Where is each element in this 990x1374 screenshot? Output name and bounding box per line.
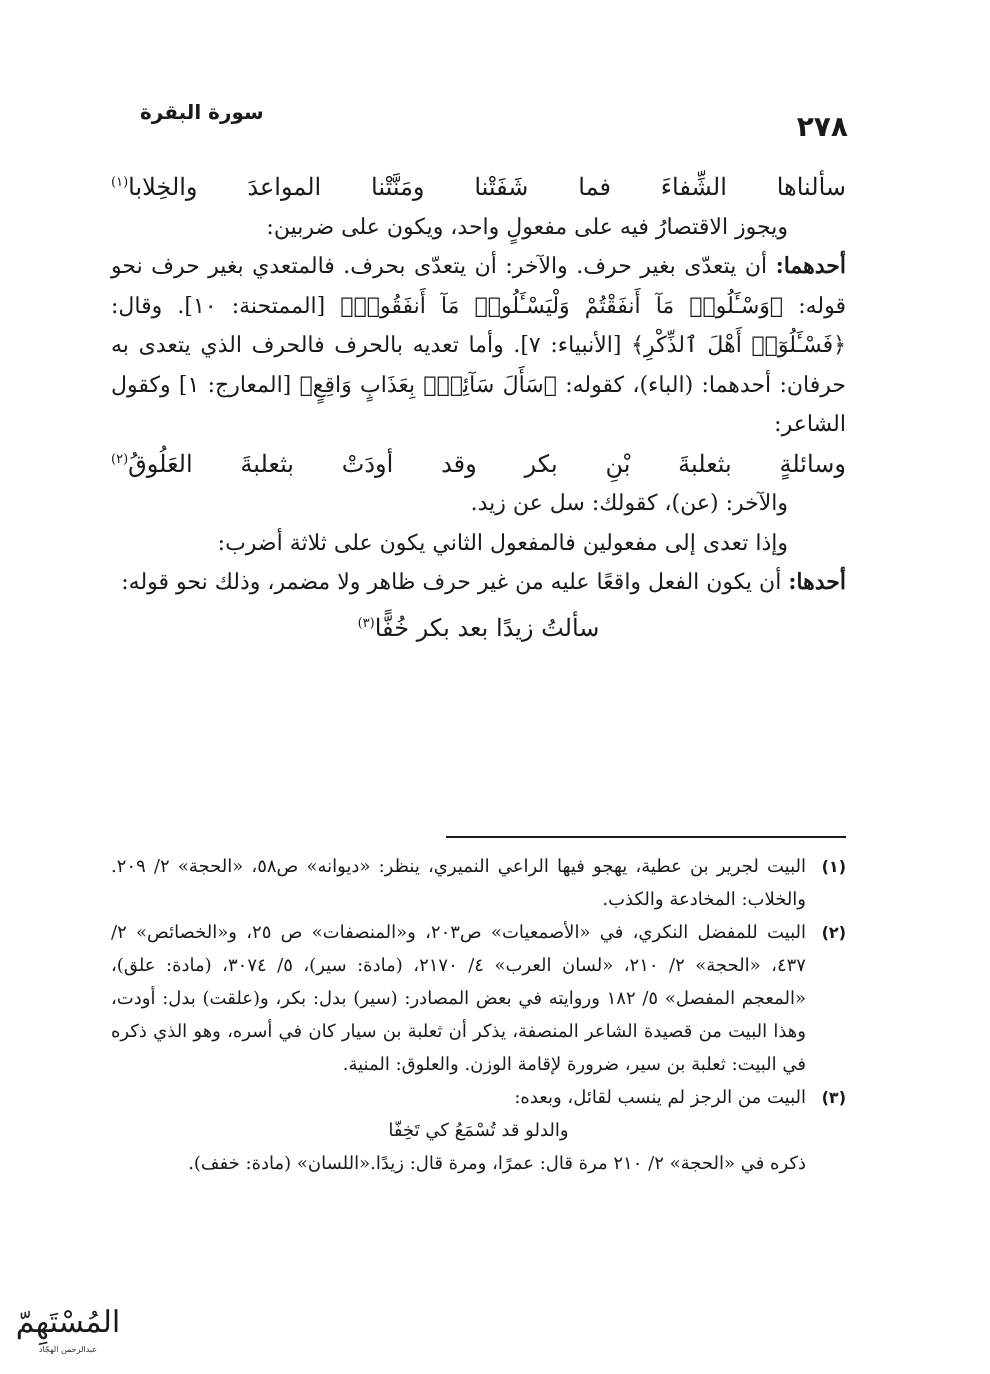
footnote-3	[111, 1081, 846, 1114]
footnote-text: البيت لجرير بن عطية، يهجو فيها الراعي النميري، ينظر: «ديوانه» ص٥٨، «الحجة» ٢/ ٢٠٩. والخلاب: المخادعة والكذب.	[111, 856, 806, 910]
footnote-1	[111, 850, 846, 916]
page-number: ٢٧٨	[796, 110, 848, 143]
watermark-logo	[8, 1290, 128, 1360]
footnotes	[111, 850, 846, 1180]
paragraph-4: وإذا تعدى إلى مفعولين فالمفعول الثاني يكون على ثلاثة أضرب:	[217, 530, 788, 556]
main-text	[111, 168, 846, 648]
paragraph-lead: أحدها:	[788, 569, 846, 595]
footnote-continuation: ذكره في «الحجة» ٢/ ٢١٠ مرة قال: عمرًا، ومرة قال: زيدًا.«اللسان» (مادة: خفف).	[188, 1153, 806, 1174]
surah-title: سورة البقرة	[140, 100, 264, 124]
page-header	[100, 100, 848, 144]
verse-text: سألناها الشِّفاءَ فما شَفَتْنا ومَنَّتْنا المواعدَ والخِلابا	[128, 173, 846, 201]
paragraph-3: والآخر: (عن)، كقولك: سل عن زيد.	[470, 491, 788, 516]
watermark-text: المُسْتَهِمّ	[15, 1305, 121, 1340]
verse-text: وسائلةٍ بثعلبةَ بْنِ بكر وقد أودَتْ بثعلبةَ العَلُوقُ	[128, 449, 846, 478]
footnote-ref-3[interactable]: (٣)	[357, 615, 375, 631]
footnote-text: البيت من الرجز لم ينسب لقائل، وبعده:	[514, 1087, 806, 1108]
poetry-verse-3	[111, 609, 846, 649]
footnote-number: (٣)	[821, 1088, 846, 1107]
paragraph-body: أن يكون الفعل واقعًا عليه من غير حرف ظاهر ولا مضمر، وذلك نحو قوله:	[121, 570, 789, 595]
footnote-ref-2[interactable]: (٢)	[111, 451, 129, 467]
footnote-verse: والدلو قد تُسْمَعُ كي تَخِفّا	[388, 1120, 569, 1141]
footnote-number: (١)	[821, 857, 846, 876]
paragraph-5	[111, 563, 846, 603]
footnote-text: البيت للمفضل النكري، في «الأصمعيات» ص٢٠٣، و«المنصفات» ص ٢٥، و«الخصائص» ٢/ ٤٣٧، «الحجة» ٢/ ٢١٠، «لسان العرب» ٤/ ٢١٧٠، (مادة: سير)، ٥/ ٣٠٧٤، (مادة: علق)، «المعجم المفصل» ٥/ ١٨٢ وروايته في بعض المصادر: (سير) بدل: بكر، و(علقت) بدل: أودت، وهذا البيت من قصيدة الشاعر المنصفة، يذكر أن ثعلبة بن سيار كان في أسره، وهو الذي ذكره في البيت: ثعلبة بن سير، ضرورة لإقامة الوزن. والعلوق: المنية.	[111, 922, 806, 1075]
footnote-ref-1[interactable]: (١)	[111, 175, 129, 190]
paragraph-1: ويجوز الاقتصارُ فيه على مفعولٍ واحد، ويكون على ضربين:	[266, 214, 788, 240]
paragraph-body: أن يتعدّى بغير حرف. والآخر: أن يتعدّى بحرف. فالمتعدي بغير حرف نحو قوله: ﴿وَسْـَٔلُوا۟ مَآ أَنفَقْتُمْ وَلْيَسْـَٔلُوا۟ مَآ أَنفَقُوا۟﴾ [الممتحنة: ١٠]. وقال: ﴿فَسْـَٔلُوٓا۟ أَهْلَ ٱلذِّكْرِ﴾ [الأنبياء: ٧]. وأما تعديه بالحرف فالحرف الذي يتعدى به حرفان: أحدهما: (الباء)، كقوله: ﴿سَأَلَ سَآئِلٌۢ بِعَذَابٍ وَاقِعٍ﴾ [المعارج: ١] وكقول الشاعر:	[111, 254, 846, 437]
footnote-2	[111, 916, 846, 1081]
poetry-verse-1	[111, 168, 846, 208]
paragraph-lead: أحدهما:	[775, 253, 846, 279]
footnote-number: (٢)	[821, 923, 846, 942]
watermark-subtext: عبدالرحمن الهجّاد	[38, 1345, 98, 1354]
footnote-divider	[446, 836, 846, 838]
verse-text: سألتُ زيدًا بعد بكر خُفًّا	[374, 613, 600, 642]
poetry-verse-2	[111, 445, 846, 485]
paragraph-2	[111, 247, 846, 445]
